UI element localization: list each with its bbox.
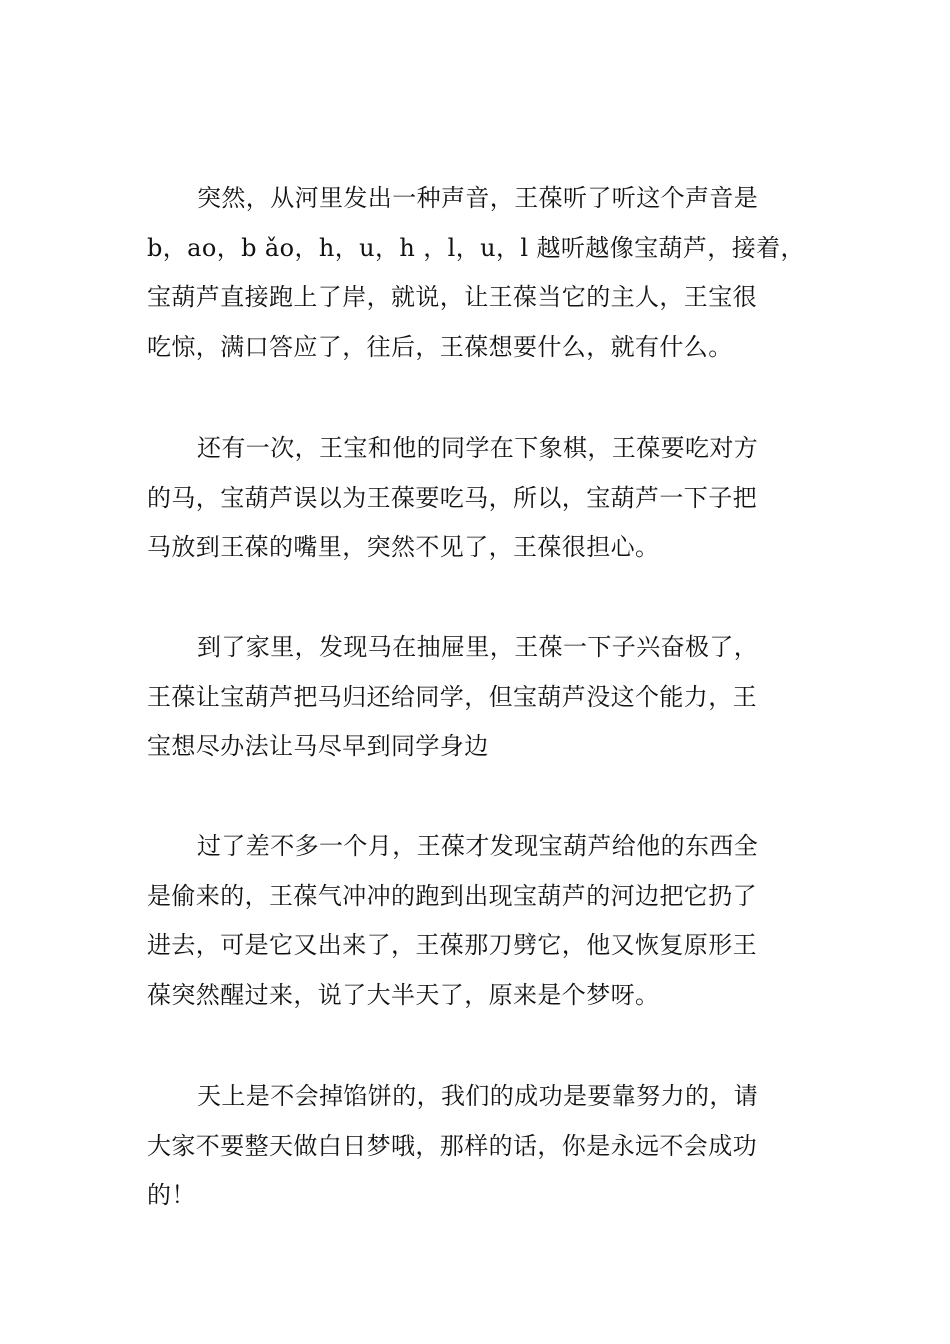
paragraph-line: 吃惊，满口答应了，往后，王葆想要什么，就有什么。 bbox=[147, 332, 733, 361]
paragraph-line: 进去，可是它又出来了，王葆那刀劈它，他又恢复原形王 bbox=[147, 931, 757, 959]
paragraph-line: b，ao，b ǎo，h，u，h ，l，u，l 越听越像宝葫芦，接着， bbox=[147, 233, 805, 262]
paragraph-4 bbox=[147, 822, 827, 1020]
paragraph-line: 天上是不会掉馅饼的，我们的成功是要靠努力的，请 bbox=[197, 1082, 759, 1110]
paragraph-line: 宝葫芦直接跑上了岸，就说，让王葆当它的主人，王宝很 bbox=[147, 283, 757, 311]
paragraph-line: 过了差不多一个月，王葆才发现宝葫芦给他的东西全 bbox=[197, 832, 759, 860]
paragraph-line: 的马，宝葫芦误以为王葆要吃马，所以，宝葫芦一下子把 bbox=[147, 483, 757, 512]
paragraph-line: 宝想尽办法让马尽早到同学身边 bbox=[147, 732, 489, 760]
paragraph-line: 的！ bbox=[147, 1181, 196, 1209]
paragraph-1 bbox=[147, 174, 827, 372]
paragraph-5 bbox=[147, 1072, 827, 1221]
paragraph-line: 马放到王葆的嘴里，突然不见了，王葆很担心。 bbox=[147, 533, 660, 561]
paragraph-line: 葆突然醒过来，说了大半天了，原来是个梦呀。 bbox=[147, 980, 660, 1009]
paragraph-line: 到了家里，发现马在抽屉里，王葆一下子兴奋极了， bbox=[197, 633, 759, 661]
paragraph-line: 还有一次，王宝和他的同学在下象棋，王葆要吃对方 bbox=[197, 434, 759, 462]
paragraph-line: 是偷来的，王葆气冲冲的跑到出现宝葫芦的河边把它扔了 bbox=[147, 881, 757, 910]
paragraph-line: 突然，从河里发出一种声音，王葆听了听这个声音是 bbox=[197, 184, 759, 212]
paragraph-line: 大家不要整天做白日梦哦，那样的话，你是永远不会成功 bbox=[147, 1131, 757, 1160]
paragraph-2 bbox=[147, 424, 827, 573]
paragraph-line: 王葆让宝葫芦把马归还给同学，但宝葫芦没这个能力，王 bbox=[147, 682, 757, 711]
paragraph-3 bbox=[147, 623, 827, 772]
